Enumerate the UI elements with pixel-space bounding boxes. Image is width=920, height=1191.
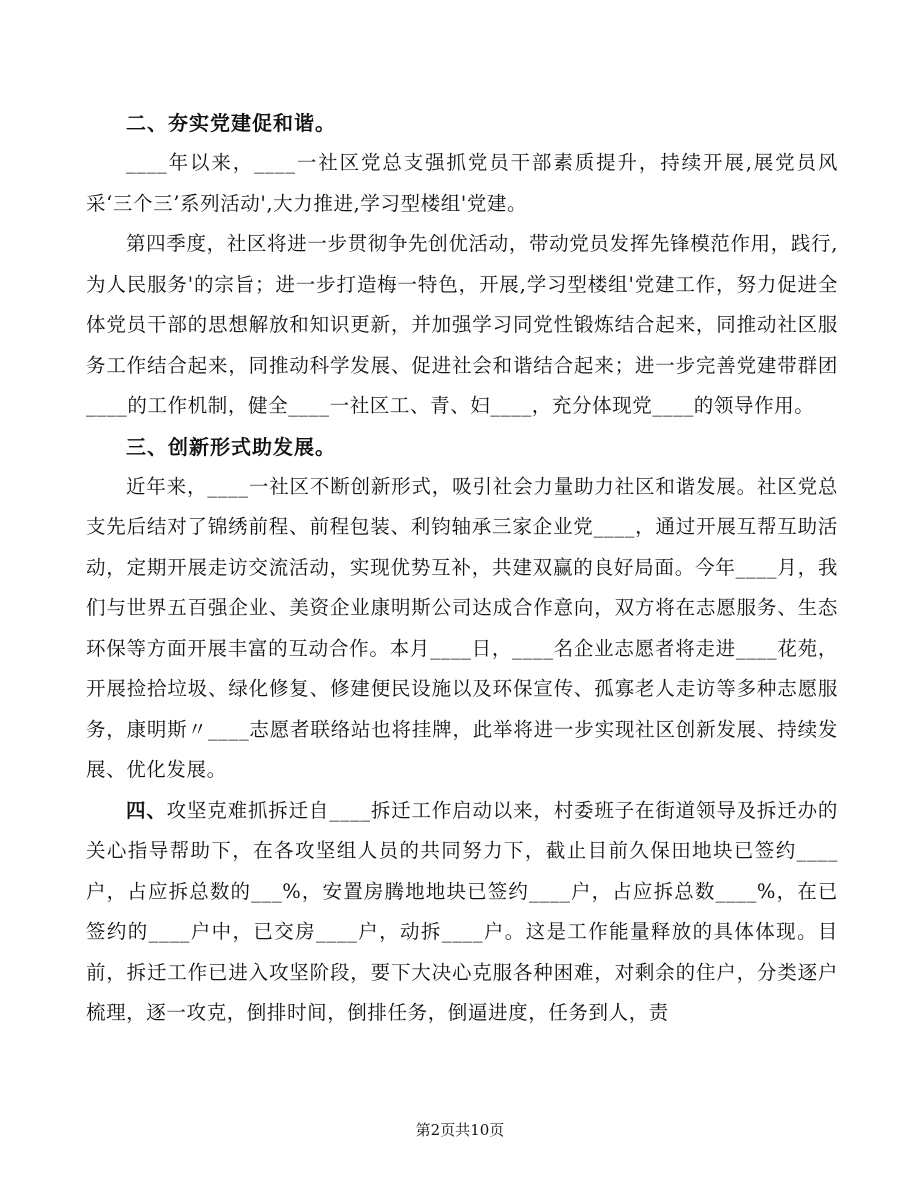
- section-3-paragraph-1: 近年来，____一社区不断创新形式，吸引社会力量助力社区和谐发展。社区党总支先后结对了锦绣前程、前程包装、利钧轴承三家企业党____，通过开展互帮互助活动，定期开展走访交流活动，实现优势互补，共建双赢的良好局面。今年____月，我们与世界五百强企业、美资企业康明斯公司达成合作意向，双方将在志愿服务、生态环保等方面开展丰富的互动合作。本月____日，____名企业志愿者将走进____花苑，开展捡拾垃圾、绿化修复、修建便民设施以及环保宣传、孤寡老人走访等多种志愿服务，康明斯〃____志愿者联络站也将挂牌，此举将进一步实现社区创新发展、持续发展、优化发展。: [86, 474, 838, 781]
- document-body: [86, 103, 838, 1034]
- section-2-paragraph-2: 第四季度，社区将进一步贯彻争先创优活动，带动党员发挥先锋模范作用，践行,为人民服务'的宗旨；进一步打造梅一特色，开展,学习型楼组'党建工作，努力促进全体党员干部的思想解放和知识更新，并加强学习同党性锻炼结合起来，同推动社区服务工作结合起来，同推动科学发展、促进社会和谐结合起来；进一步完善党建带群团____的工作机制，健全____一社区工、青、妇____，充分体现党____的领导作用。: [86, 232, 838, 417]
- section-4-text: 攻坚克难抓拆迁自____拆迁工作启动以来，村委班子在街道领导及拆迁办的关心指导帮助下，在各攻坚组人员的共同努力下，截止目前久保田地块已签约____户，占应拆总数的___%，安置房腾地地块已签约____户，占应拆总数____%，在已签约的____户中，已交房____户，动拆____户。这是工作能量释放的具体体现。目前，拆迁工作已进入攻坚阶段，要下大决心克服各种困难，对剩余的住户，分类逐户梳理，逐一攻克，倒排时间，倒排任务，倒逼进度，任务到人，责: [86, 798, 838, 1024]
- page-number-footer: 第2页共10页: [415, 1121, 505, 1139]
- section-4-lead: 四、: [126, 798, 167, 822]
- section-heading-3: 三、创新形式助发展。: [126, 434, 336, 459]
- section-2-paragraph-1: ____年以来，____一社区党总支强抓党员干部素质提升，持续开展,展党员风采‘三个三’系列活动',大力推进,学习型楼组'党建。: [86, 151, 838, 215]
- section-4-paragraph: [86, 791, 838, 1034]
- section-heading-2: 二、夯实党建促和谐。: [126, 111, 336, 135]
